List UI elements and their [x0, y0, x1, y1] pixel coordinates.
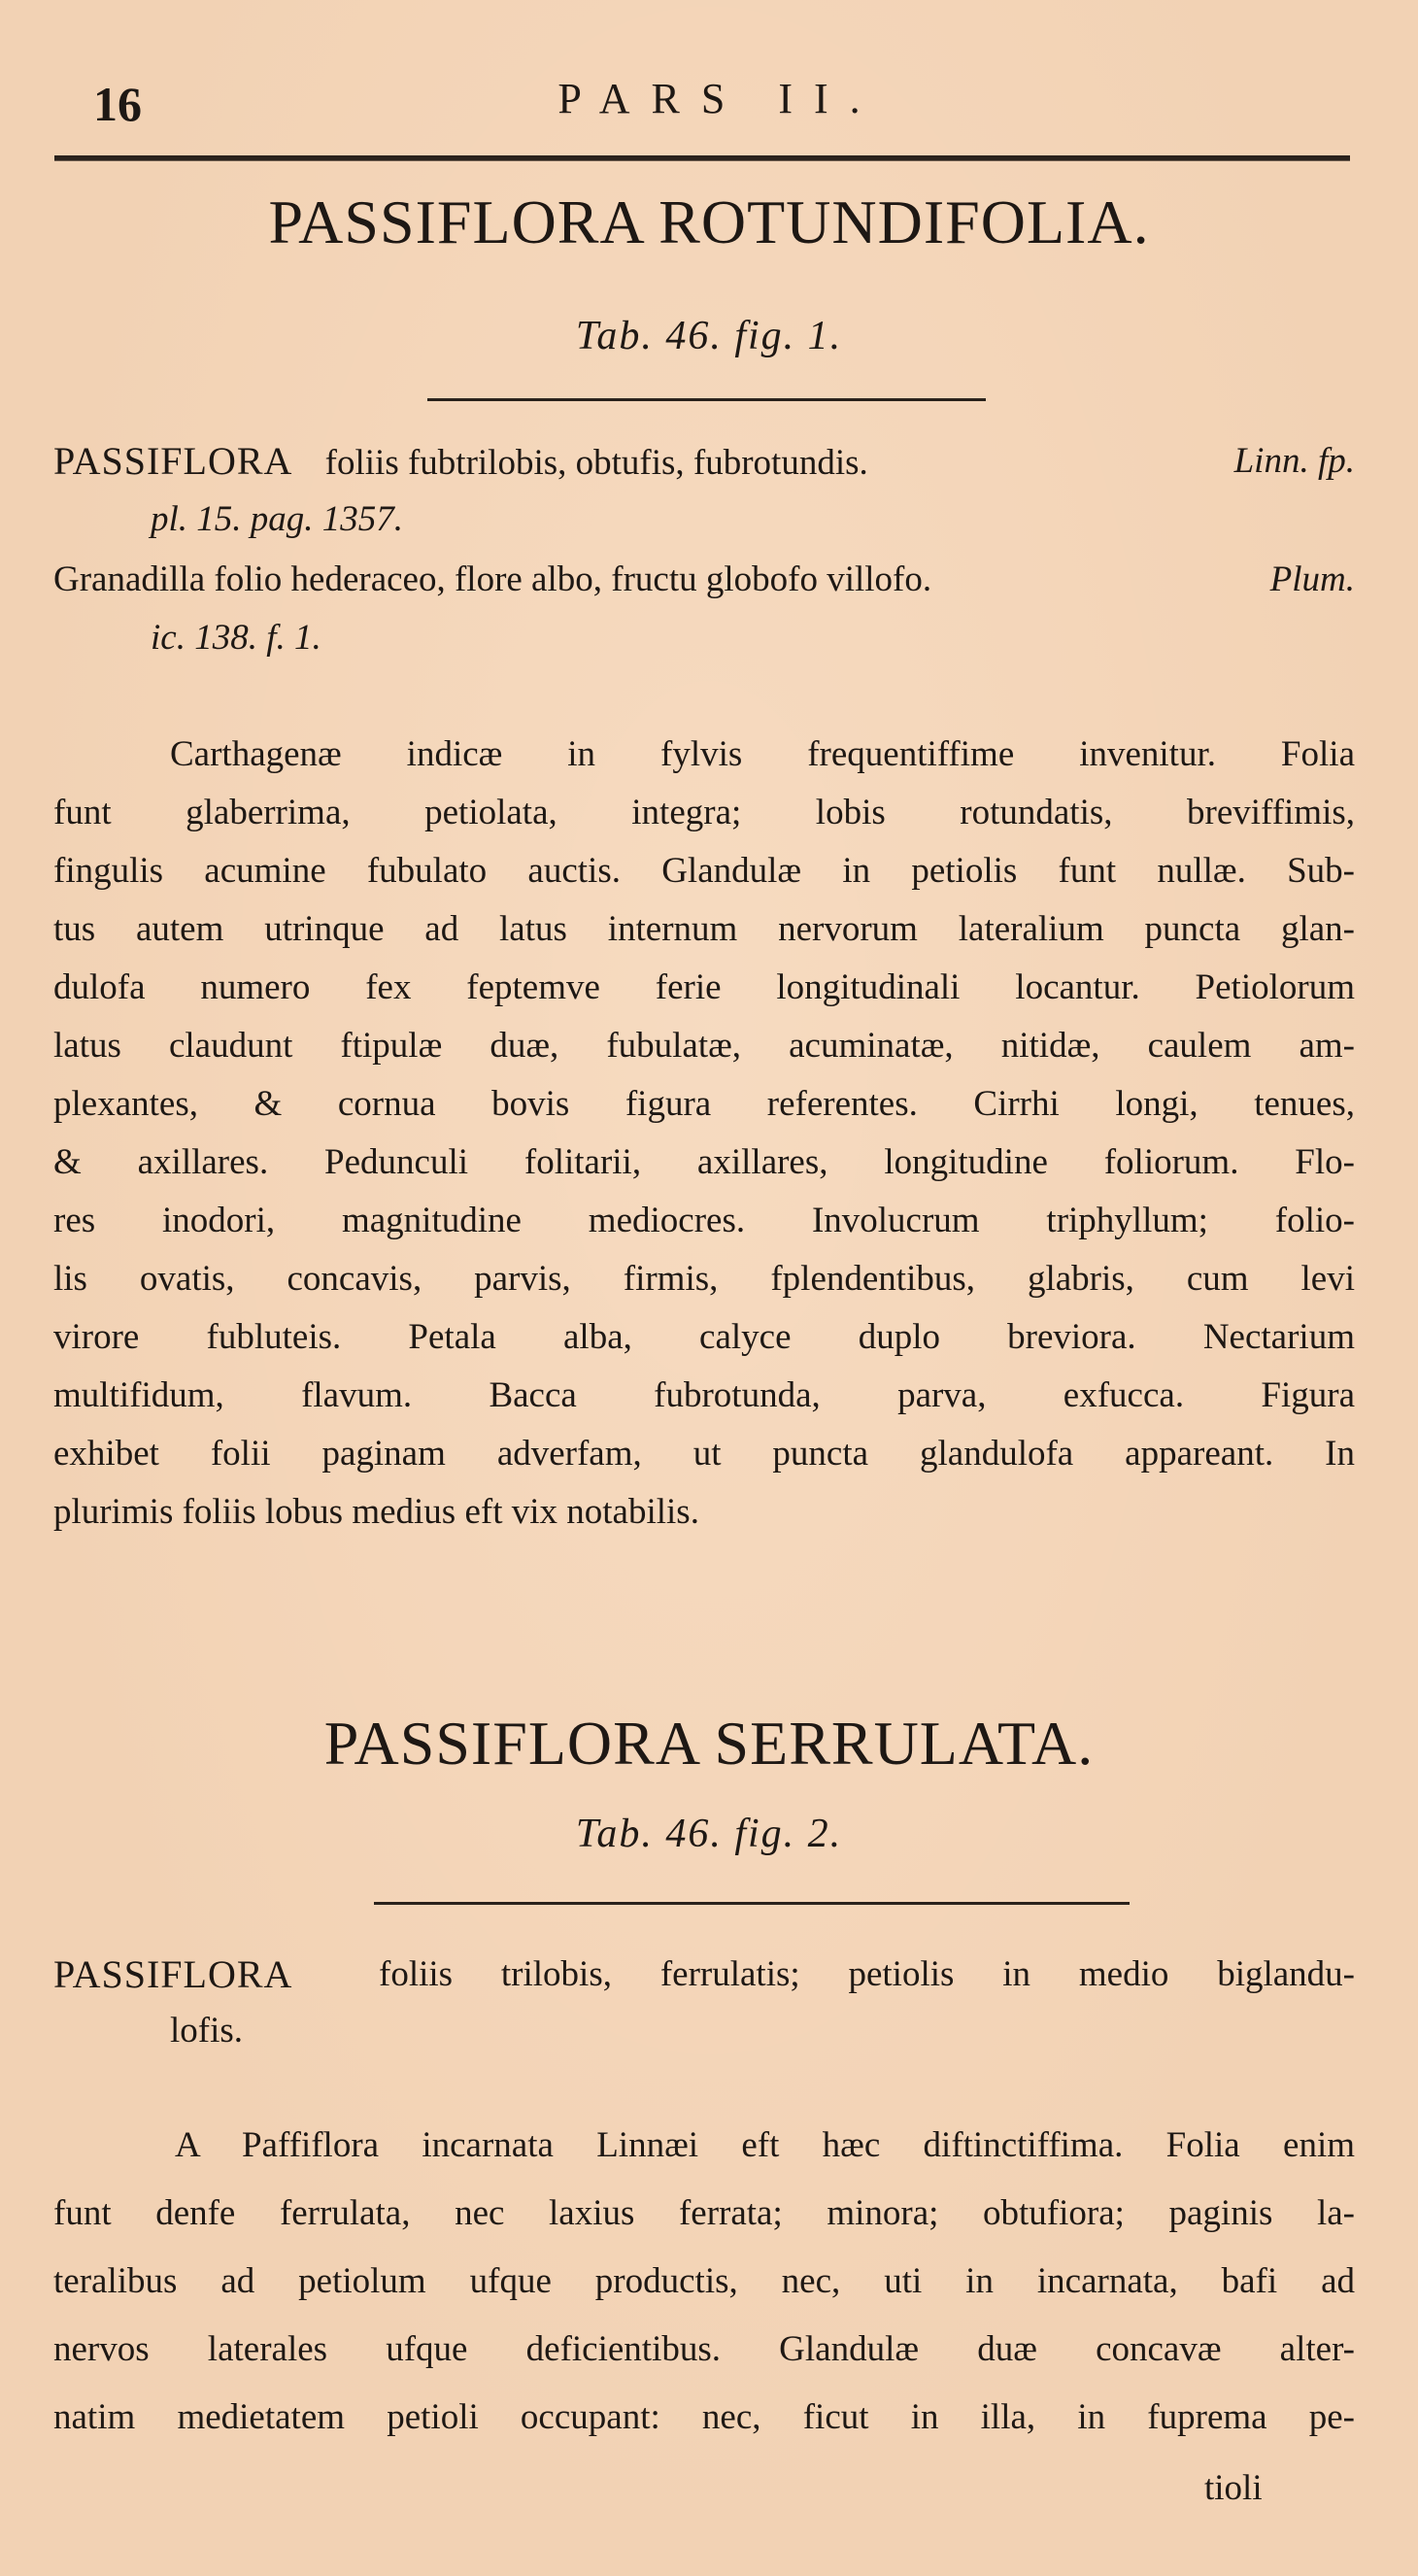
- synonym-line: [53, 1950, 1355, 1999]
- text-line: plurimis foliis lobus medius eft vix notabilis.: [53, 1492, 699, 1532]
- text-line: res inodori, magnitudine mediocres. Involucrum triphyllum; folio-: [53, 1201, 1355, 1240]
- text-line: funt glaberrima, petiolata, integra; lobis rotundatis, breviffimis,: [53, 793, 1355, 832]
- synonym-text: foliis trilobis, ferrulatis; petiolis in medio biglandu-: [379, 1954, 1355, 1994]
- text-line: fingulis acumine fubulato auctis. Glandulæ in petiolis funt nullæ. Sub-: [53, 851, 1355, 891]
- running-head: [0, 68, 1418, 136]
- text-line: funt denfe ferrulata, nec laxius ferrata; minora; obtufiora; paginis la-: [53, 2193, 1355, 2233]
- synonym-text: foliis fubtrilobis, obtufis, fubrotundis.: [324, 443, 868, 483]
- species-title: PASSIFLORA ROTUNDIFOLIA.: [268, 187, 1150, 256]
- page-number: 16: [93, 77, 142, 131]
- text-line: natim medietatem petioli occupant: nec, ficut in illa, in fuprema pe-: [53, 2397, 1355, 2437]
- section-heading: PARS II.: [557, 75, 882, 122]
- plate-reference: Tab. 46. fig. 2.: [575, 1812, 843, 1856]
- species-title: PASSIFLORA SERRULATA.: [323, 1709, 1095, 1778]
- text-line: plexantes, & cornua bovis figura referentes. Cirrhi longi, tenues,: [53, 1084, 1355, 1124]
- header-rule: [54, 155, 1350, 161]
- catchword: tioli: [1204, 2468, 1263, 2508]
- synonym-author: Linn. fp.: [1233, 441, 1355, 481]
- text-line: A Paffiflora incarnata Linnæi eft hæc diftinctiffima. Folia enim: [175, 2125, 1355, 2165]
- genus-name: PASSIFLORA: [53, 1952, 293, 1996]
- synonym-line: [53, 556, 1355, 604]
- synonym-citation: pl. 15. pag. 1357.: [151, 499, 404, 539]
- text-line: nervos laterales ufque deficientibus. Glandulæ duæ concavæ alter-: [53, 2329, 1355, 2369]
- text-line: Carthagenæ indicæ in fylvis frequentiffime invenitur. Folia: [170, 734, 1355, 774]
- text-line: dulofa numero fex feptemve ferie longitudinali locantur. Petiolorum: [53, 967, 1355, 1007]
- text-line: & axillares. Pedunculi folitarii, axillares, longitudine foliorum. Flo-: [53, 1142, 1355, 1182]
- synonym-line: [53, 437, 1355, 486]
- text-line: multifidum, flavum. Bacca fubrotunda, parva, exfucca. Figura: [53, 1375, 1355, 1415]
- title-rule: [374, 1902, 1130, 1905]
- synonym-author: Plum.: [1269, 559, 1355, 599]
- text-line: teralibus ad petiolum ufque productis, nec, uti in incarnata, bafi ad: [53, 2261, 1355, 2301]
- title-rule: [427, 398, 986, 401]
- synonym-citation: ic. 138. f. 1.: [151, 618, 321, 658]
- text-line: tus autem utrinque ad latus internum nervorum lateralium puncta glan-: [53, 909, 1355, 949]
- synonym-text: Granadilla folio hederaceo, flore albo, fructu globofo villofo.: [53, 559, 932, 599]
- text-line: lis ovatis, concavis, parvis, firmis, fplendentibus, glabris, cum levi: [53, 1259, 1355, 1299]
- synonym-citation: lofis.: [170, 2011, 244, 2051]
- text-line: latus claudunt ftipulæ duæ, fubulatæ, acuminatæ, nitidæ, caulem am-: [53, 1026, 1355, 1066]
- genus-name: PASSIFLORA: [53, 439, 293, 483]
- text-line: exhibet folii paginam adverfam, ut puncta glandulofa appareant. In: [53, 1434, 1355, 1474]
- text-line: virore fubluteis. Petala alba, calyce duplo breviora. Nectarium: [53, 1317, 1355, 1357]
- plate-reference: Tab. 46. fig. 1.: [575, 314, 843, 358]
